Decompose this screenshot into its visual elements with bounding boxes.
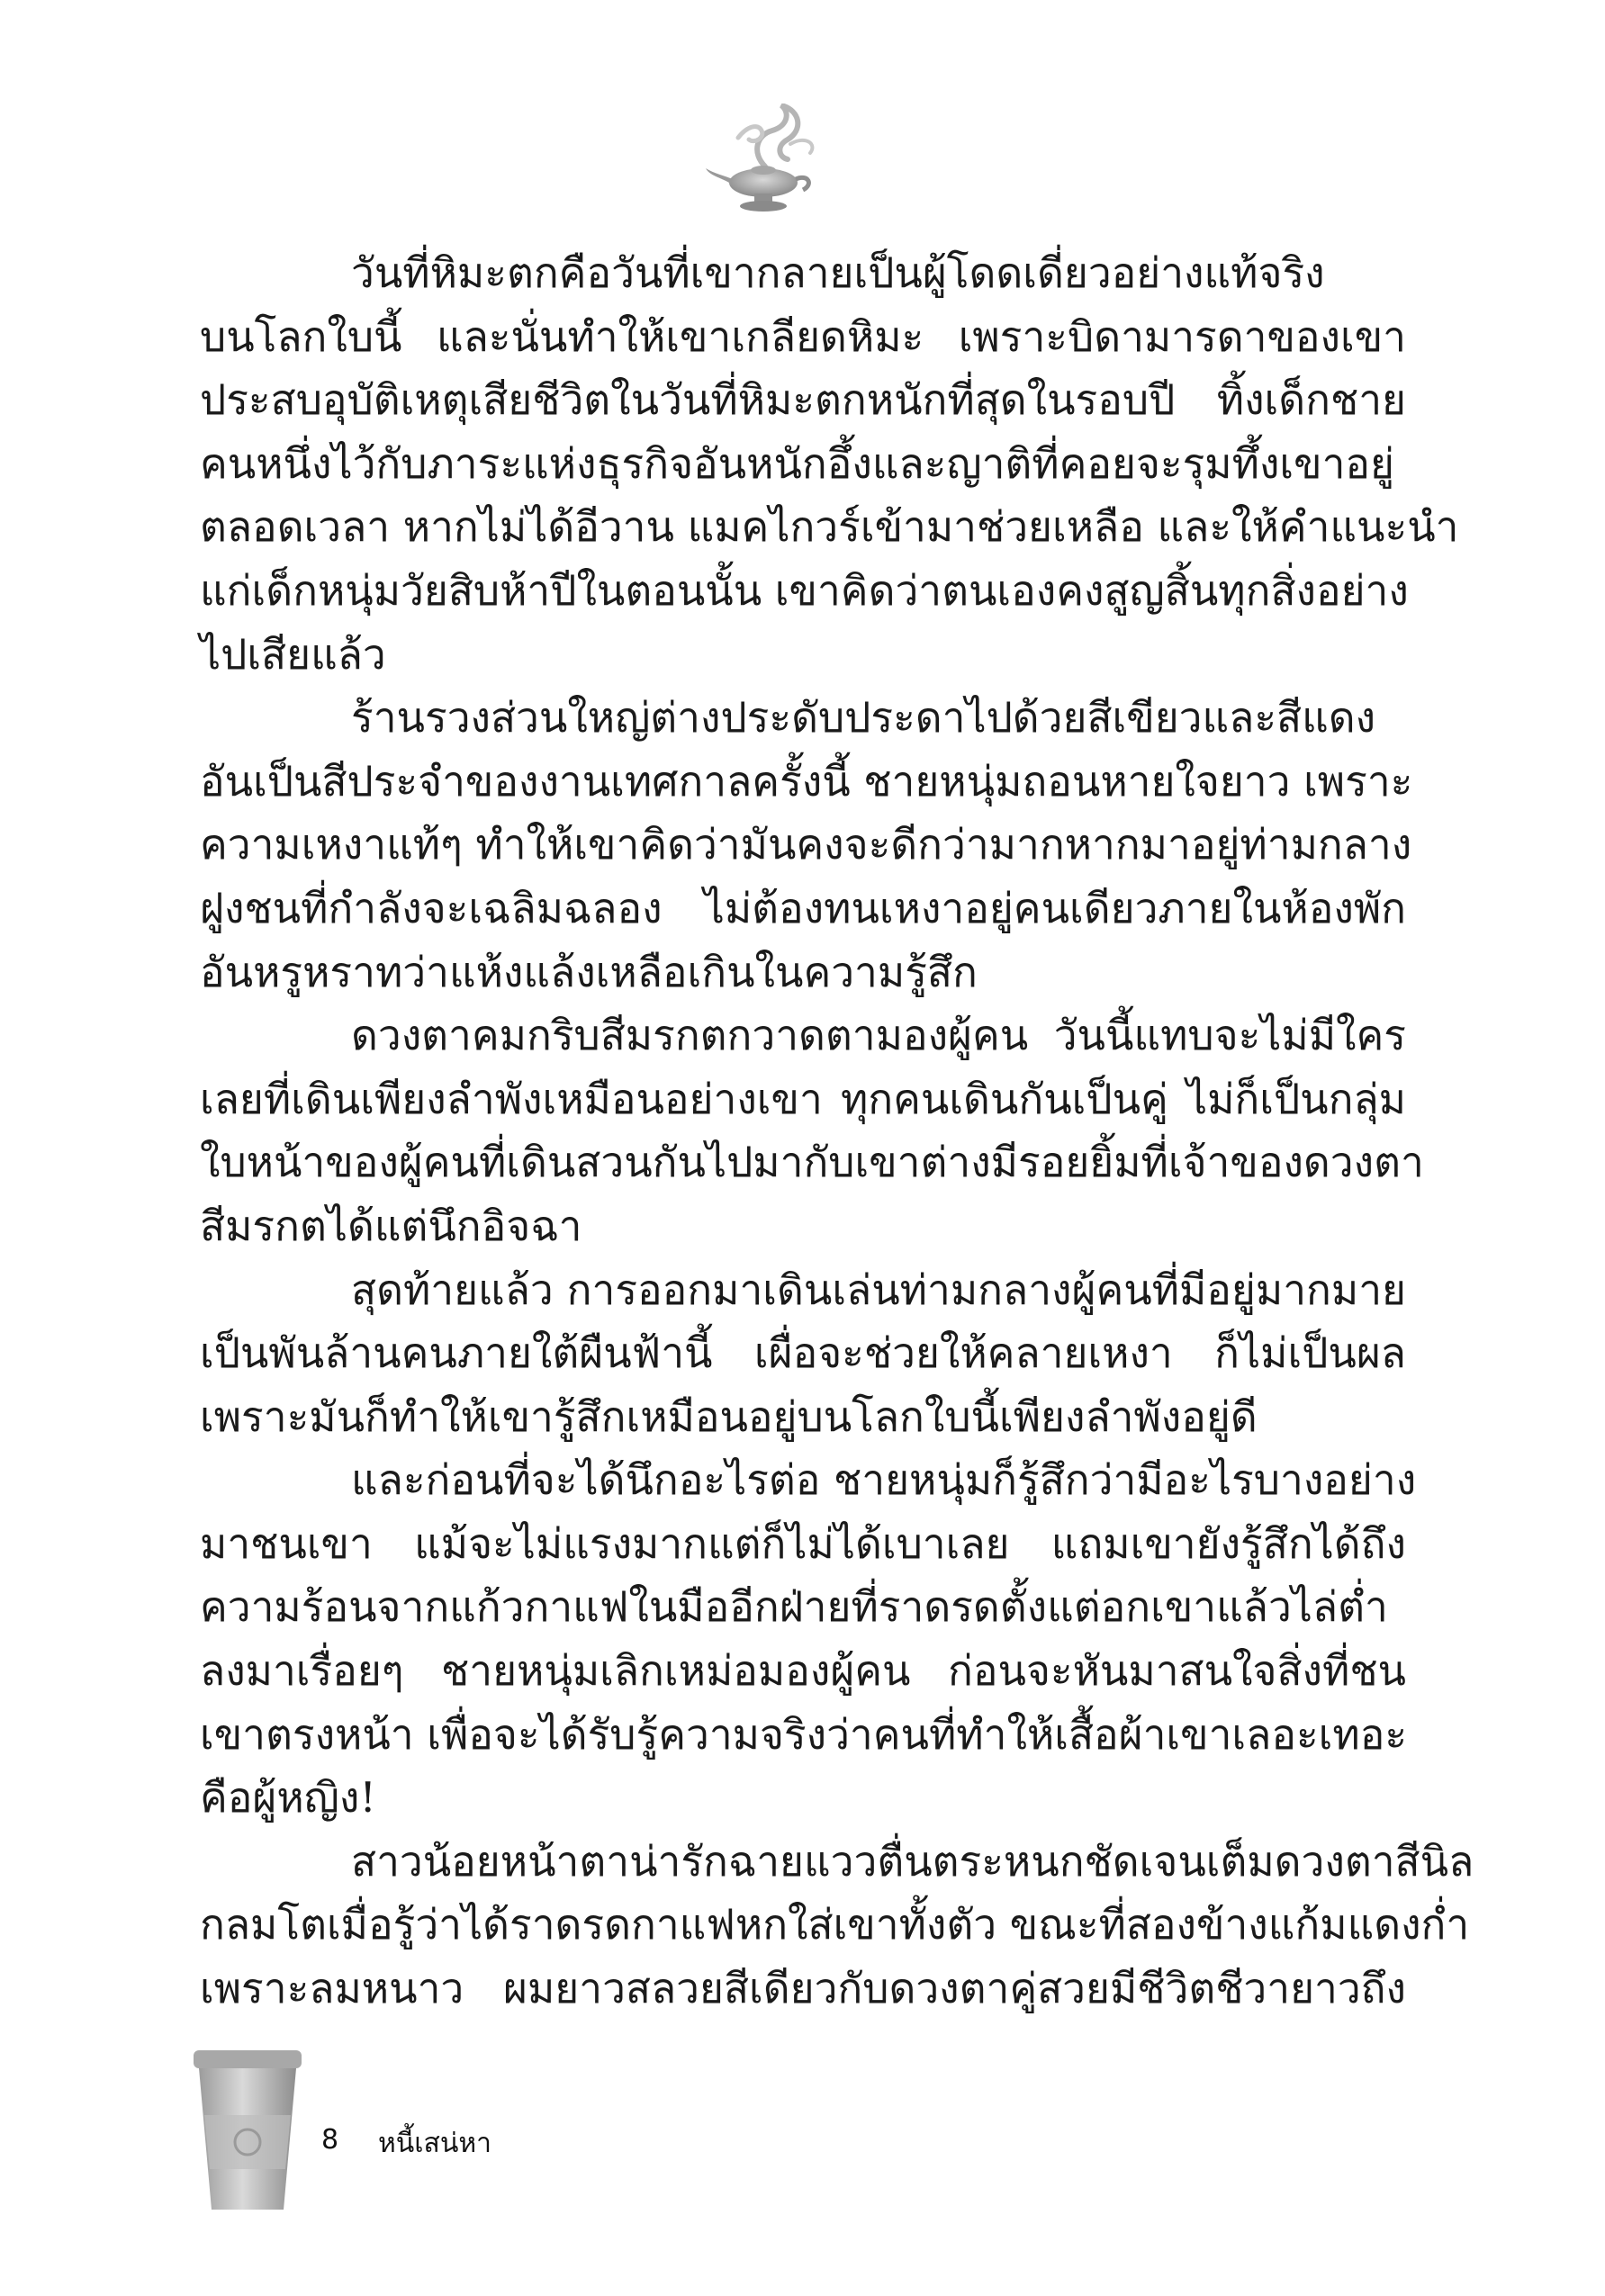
text-line: มาชนเขา แม้จะไม่แรงมากแต่ก็ไม่ได้เบาเลย แถมเขายังรู้สึกได้ถึง <box>200 1518 1406 1568</box>
text-line: ตลอดเวลา หากไม่ได้อีวาน แมคไกวร์เข้ามาช่วยเหลือ และให้คำแนะนำ <box>200 502 1459 552</box>
text-line: เลยที่เดินเพียงลำพังเหมือนอย่างเขา ทุกคนเดินกันเป็นคู่ ไม่ก็เป็นกลุ่ม <box>200 1074 1406 1123</box>
running-title: หนี้เสน่หา <box>378 2128 491 2159</box>
text-line: ความร้อนจากแก้วกาแฟในมืออีกฝ่ายที่ราดรดตั้งแต่อกเขาแล้วไล่ต่ำ <box>200 1582 1388 1632</box>
text-line: ฝูงชนที่กำลังจะเฉลิมฉลอง ไม่ต้องทนเหงาอยู่คนเดียวภายในห้องพัก <box>200 883 1406 932</box>
text-line: บนโลกใบนี้ และนั่นทำให้เขาเกลียดหิมะ เพราะบิดามารดาของเขา <box>200 311 1406 361</box>
magic-lamp-icon <box>702 104 837 225</box>
text-line: สุดท้ายแล้ว การออกมาเดินเล่นท่ามกลางผู้คนที่มีอยู่มากมาย <box>351 1265 1406 1314</box>
text-line: ประสบอุบัติเหตุเสียชีวิตในวันที่หิมะตกหนักที่สุดในรอบปี ทิ้งเด็กชาย <box>200 375 1406 425</box>
text-line: กลมโตเมื่อรู้ว่าได้ราดรดกาแฟหกใส่เขาทั้งตัว ขณะที่สองข้างแก้มแดงก่ำ <box>200 1900 1470 1949</box>
text-line: ดวงตาคมกริบสีมรกตกวาดตามองผู้คน วันนี้แทบจะไม่มีใคร <box>351 1011 1406 1060</box>
text-line: สาวน้อยหน้าตาน่ารักฉายแววตื่นตระหนกชัดเจนเต็มดวงตาสีนิล <box>351 1836 1474 1886</box>
paragraph <box>200 1004 1424 1257</box>
page-number: 8 <box>321 2124 339 2156</box>
text-line: สีมรกตได้แต่นึกอิจฉา <box>200 1201 582 1250</box>
text-line: และก่อนที่จะได้นึกอะไรต่อ ชายหนุ่มก็รู้สึกว่ามีอะไรบางอย่าง <box>351 1455 1417 1505</box>
paragraph <box>200 1258 1406 1449</box>
text-line: เขาตรงหน้า เพื่อจะได้รับรู้ความจริงว่าคนที่ทำให้เสื้อผ้าเขาเลอะเทอะ <box>200 1709 1408 1759</box>
text-line: คือผู้หญิง! <box>200 1773 376 1823</box>
text-line: เพราะลมหนาว ผมยาวสลวยสีเดียวกับดวงตาคู่สวยมีชีวิตชีวายาวถึง <box>200 1964 1406 2013</box>
chapter-body-text <box>200 241 1474 2021</box>
paragraph <box>200 1830 1474 2021</box>
page-footer <box>135 2043 585 2223</box>
paragraph <box>200 686 1413 1004</box>
text-line: แก่เด็กหนุ่มวัยสิบห้าปีในตอนนั้น เขาคิดว่าตนเองคงสูญสิ้นทุกสิ่งอย่าง <box>200 565 1409 615</box>
text-line: ร้านรวงส่วนใหญ่ต่างประดับประดาไปด้วยสีเขียวและสีแดง <box>351 693 1376 743</box>
paragraph <box>200 1448 1417 1830</box>
coffee-cup-icon <box>185 2043 311 2214</box>
text-line: ไปเสียแล้ว <box>200 629 386 679</box>
text-line: อันหรูหราทว่าแห้งแล้งเหลือเกินในความรู้สึก <box>200 947 978 996</box>
text-line: เพราะมันก็ทำให้เขารู้สึกเหมือนอยู่บนโลกใบนี้เพียงลำพังอยู่ดี <box>200 1391 1258 1441</box>
text-line: วันที่หิมะตกคือวันที่เขากลายเป็นผู้โดดเดี่ยวอย่างแท้จริง <box>351 248 1325 297</box>
text-line: เป็นพันล้านคนภายใต้ผืนฟ้านี้ เผื่อจะช่วยให้คลายเหงา ก็ไม่เป็นผล <box>200 1328 1406 1378</box>
text-line: ความเหงาแท้ๆ ทำให้เขาคิดว่ามันคงจะดีกว่ามากหากมาอยู่ท่ามกลาง <box>200 820 1412 869</box>
text-line: อันเป็นสีประจำของงานเทศกาลครั้งนี้ ชายหนุ่มถอนหายใจยาว เพราะ <box>200 756 1413 806</box>
text-line: ใบหน้าของผู้คนที่เดินสวนกันไปมากับเขาต่างมีรอยยิ้มที่เจ้าของดวงตา <box>200 1138 1424 1187</box>
text-line: ลงมาเรื่อยๆ ชายหนุ่มเลิกเหม่อมองผู้คน ก่อนจะหันมาสนใจสิ่งที่ชน <box>200 1646 1406 1696</box>
paragraph <box>200 241 1459 686</box>
text-line: คนหนึ่งไว้กับภาระแห่งธุรกิจอันหนักอึ้งและญาติที่คอยจะรุมทึ้งเขาอยู่ <box>200 438 1394 488</box>
